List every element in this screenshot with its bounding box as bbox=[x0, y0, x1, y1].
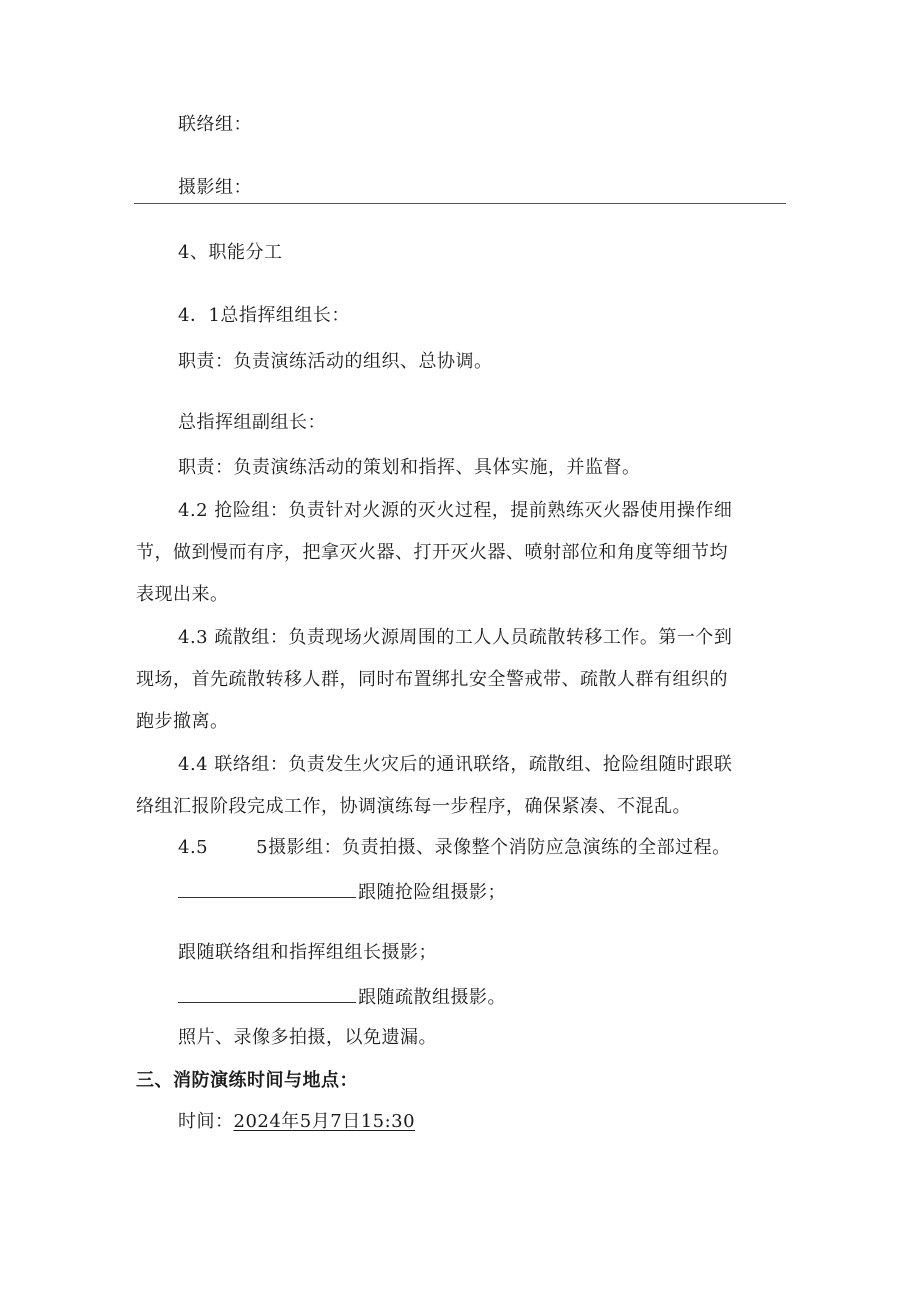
section-4-4-line-1: 4.4 联络组：负责发生火灾后的通讯联络，疏散组、抢险组随时跟联 bbox=[178, 754, 733, 775]
section-4-2-line-1: 4.2 抢险组：负责针对火源的灭火过程，提前熟练灭火器使用操作细 bbox=[178, 500, 733, 521]
section-4-heading: 4、职能分工 bbox=[178, 242, 283, 263]
follow-evac-text: 跟随疏散组摄影。 bbox=[358, 987, 506, 1008]
follow-liaison-text: 跟随联络组和指挥组组长摄影； bbox=[178, 942, 437, 963]
section-4-4-line-2: 络组汇报阶段完成工作，协调演练每一步程序，确保紧凑、不混乱。 bbox=[136, 796, 691, 817]
time-value: 2024年5月7日15:30 bbox=[233, 1111, 416, 1132]
section-4-2-line-3: 表现出来。 bbox=[136, 584, 229, 605]
liaison-group-label: 联络组： bbox=[178, 114, 252, 135]
time-line bbox=[178, 1110, 415, 1134]
section-4-1-title: 4．1总指挥组组长： bbox=[178, 305, 350, 326]
follow-rescue-line bbox=[178, 880, 506, 905]
section-4-1-duty: 职责：负责演练活动的组织、总协调。 bbox=[178, 351, 493, 372]
blank-name-field bbox=[178, 880, 356, 898]
follow-evac-line bbox=[178, 985, 506, 1010]
section-4-3-line-2: 现场，首先疏散转移人群，同时布置绑扎安全警戒带、疏散人群有组织的 bbox=[136, 669, 728, 690]
photo-note: 照片、录像多拍摄，以免遗漏。 bbox=[178, 1027, 437, 1048]
section-4-3-line-1: 4.3 疏散组：负责现场火源周围的工人人员疏散转移工作。第一个到 bbox=[178, 627, 733, 648]
blank-name-field bbox=[178, 985, 356, 1003]
deputy-leader-title: 总指挥组副组长： bbox=[178, 412, 326, 433]
follow-rescue-text: 跟随抢险组摄影； bbox=[358, 882, 506, 903]
deputy-leader-duty: 职责：负责演练活动的策划和指挥、具体实施，并监督。 bbox=[178, 457, 641, 478]
section-4-2-line-2: 节，做到慢而有序，把拿灭火器、打开灭火器、喷射部位和角度等细节均 bbox=[136, 542, 728, 563]
section-4-3-line-3: 跑步撤离。 bbox=[136, 711, 229, 732]
section-4-5-text: 5摄影组：负责拍摄、录像整个消防应急演练的全部过程。 bbox=[256, 837, 731, 858]
section-3-heading: 三、消防演练时间与地点： bbox=[136, 1070, 358, 1091]
time-label: 时间： bbox=[178, 1111, 234, 1132]
section-4-5-line bbox=[178, 836, 731, 860]
section-4-5-number: 4.5 bbox=[178, 837, 209, 858]
divider-line bbox=[134, 203, 786, 204]
photo-group-label: 摄影组： bbox=[178, 177, 252, 198]
